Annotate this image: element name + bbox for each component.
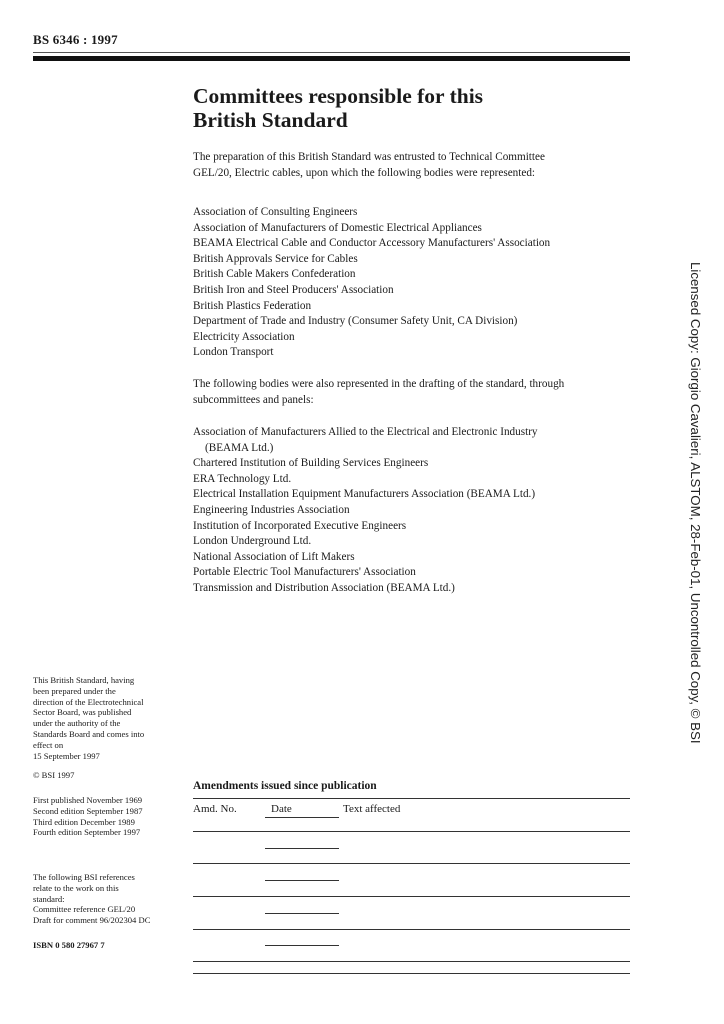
list-item: Institution of Incorporated Executive Engineers bbox=[193, 519, 407, 532]
sidebar-line: been prepared under the bbox=[33, 685, 116, 696]
list-item: ERA Technology Ltd. bbox=[193, 472, 292, 485]
list-item: Engineering Industries Association bbox=[193, 503, 350, 516]
list-item: BEAMA Electrical Cable and Conductor Accessory Manufacturers' Association bbox=[193, 237, 551, 250]
table-row-rule bbox=[193, 831, 630, 832]
title-line-2: British Standard bbox=[193, 108, 348, 132]
table-row-rule bbox=[193, 929, 630, 930]
standard-id: BS 6346 : 1997 bbox=[33, 32, 118, 47]
list-item: British Approvals Service for Cables bbox=[193, 252, 358, 265]
edition-history bbox=[33, 795, 178, 838]
title-line-1: Committees responsible for this bbox=[193, 84, 484, 108]
sidebar-line: Fourth edition September 1997 bbox=[33, 827, 141, 838]
table-row-rule bbox=[193, 961, 630, 962]
list-item: British Plastics Federation bbox=[193, 299, 312, 312]
sidebar-line: Standards Board and comes into bbox=[33, 728, 145, 739]
table-row-rule bbox=[193, 896, 630, 897]
list-item: Association of Consulting Engineers bbox=[193, 206, 358, 218]
list-item: Portable Electric Tool Manufacturers' Association bbox=[193, 566, 416, 579]
also-intro-line-2: subcommittees and panels: bbox=[193, 393, 314, 406]
bsi-references bbox=[33, 872, 178, 926]
table-row-rule bbox=[193, 863, 630, 864]
also-represented-list bbox=[193, 425, 643, 597]
list-item-continuation: (BEAMA Ltd.) bbox=[205, 441, 274, 454]
list-item: Transmission and Distribution Association (BEAMA Ltd.) bbox=[193, 581, 455, 594]
sidebar-line: under the authority of the bbox=[33, 718, 121, 729]
header-rule-thin bbox=[33, 52, 630, 53]
also-represented-paragraph bbox=[193, 377, 633, 408]
intro-line-2: GEL/20, Electric cables, upon which the following bodies were represented: bbox=[193, 166, 536, 179]
table-row-rule bbox=[193, 973, 630, 974]
list-item: Electricity Association bbox=[193, 330, 295, 343]
header-rule-thick bbox=[33, 56, 630, 61]
list-item: London Underground Ltd. bbox=[193, 535, 312, 548]
sidebar-line: This British Standard, having bbox=[33, 675, 135, 685]
list-item: British Iron and Steel Producers' Association bbox=[193, 283, 394, 296]
date-underline bbox=[265, 817, 339, 818]
amendments-title: Amendments issued since publication bbox=[193, 780, 377, 792]
sidebar-line: Sector Board, was published bbox=[33, 707, 132, 718]
represented-bodies-list bbox=[193, 205, 643, 361]
sidebar-line: 15 September 1997 bbox=[33, 750, 100, 761]
page-title bbox=[193, 84, 483, 132]
licence-watermark: Licensed Copy: Giorgio Cavalieri, ALSTOM, 28-Feb-01, Uncontrolled Copy, © BSI bbox=[688, 262, 703, 744]
sidebar-line: The following BSI references bbox=[33, 872, 135, 882]
date-entry-line bbox=[265, 913, 339, 914]
list-item: National Association of Lift Makers bbox=[193, 550, 355, 563]
sidebar-line: Committee reference GEL/20 bbox=[33, 904, 136, 915]
list-item: Association of Manufacturers Allied to the Electrical and Electronic Industry bbox=[193, 426, 538, 438]
sidebar-line: First published November 1969 bbox=[33, 795, 143, 805]
sidebar-line: Draft for comment 96/202304 DC bbox=[33, 915, 151, 926]
intro-paragraph bbox=[193, 150, 633, 181]
list-item: Department of Trade and Industry (Consumer Safety Unit, CA Division) bbox=[193, 315, 518, 328]
sidebar-line: Third edition December 1989 bbox=[33, 816, 135, 827]
publication-note bbox=[33, 675, 178, 761]
column-header-date: Date bbox=[271, 803, 292, 815]
date-entry-line bbox=[265, 880, 339, 881]
sidebar-line: effect on bbox=[33, 739, 64, 750]
copyright: © BSI 1997 bbox=[33, 770, 75, 780]
isbn: ISBN 0 580 27967 7 bbox=[33, 940, 105, 950]
column-header-amd-no: Amd. No. bbox=[193, 803, 237, 815]
sidebar-line: Second edition September 1987 bbox=[33, 805, 143, 816]
sidebar-line: direction of the Electrotechnical bbox=[33, 696, 144, 707]
sidebar-line: standard: bbox=[33, 893, 65, 904]
intro-line-1: The preparation of this British Standard was entrusted to Technical Committee bbox=[193, 151, 545, 163]
also-intro-line-1: The following bodies were also represented in the drafting of the standard, through bbox=[193, 378, 565, 390]
list-item: Electrical Installation Equipment Manufacturers Association (BEAMA Ltd.) bbox=[193, 488, 536, 501]
sidebar-line: relate to the work on this bbox=[33, 882, 119, 893]
list-item: Chartered Institution of Building Services Engineers bbox=[193, 457, 429, 470]
list-item: British Cable Makers Confederation bbox=[193, 268, 356, 281]
list-item: London Transport bbox=[193, 346, 274, 359]
column-header-text-affected: Text affected bbox=[343, 803, 401, 815]
table-rule bbox=[193, 798, 630, 799]
list-item: Association of Manufacturers of Domestic Electrical Appliances bbox=[193, 221, 482, 234]
date-entry-line bbox=[265, 848, 339, 849]
date-entry-line bbox=[265, 945, 339, 946]
